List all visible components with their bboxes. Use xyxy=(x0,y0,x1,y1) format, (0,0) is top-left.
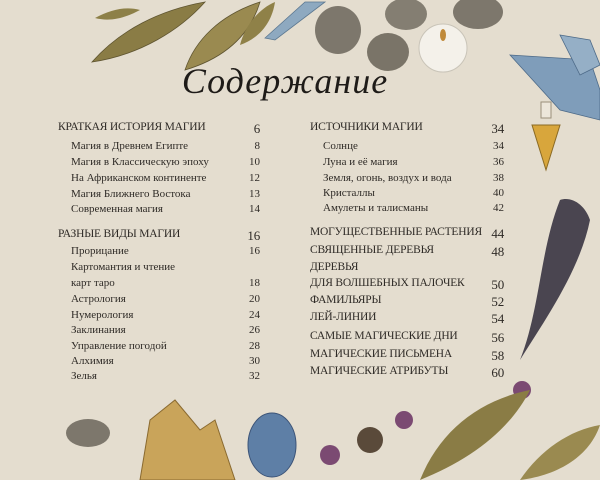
toc-entry-label: Земля, огонь, воздух и вода xyxy=(323,172,452,184)
toc-page-number: 56 xyxy=(491,330,504,345)
toc-page-number: 58 xyxy=(491,348,504,363)
toc-section-entry xyxy=(310,311,504,326)
toc-section-entry xyxy=(310,294,504,309)
stone-illustration xyxy=(315,6,361,54)
page-title: Содержание xyxy=(181,61,389,101)
toc-subentry xyxy=(71,156,260,168)
toc-page-number: 14 xyxy=(249,203,260,215)
toc-entry-label: ДЕРЕВЬЯ xyxy=(310,261,359,273)
toc-subentry xyxy=(71,203,260,215)
toc-page-number: 6 xyxy=(253,121,260,136)
toc-subentry xyxy=(71,140,260,152)
stone-illustration xyxy=(66,419,110,447)
scarab-illustration xyxy=(248,413,296,477)
toc-subentry xyxy=(71,172,260,184)
toc-page-number: 13 xyxy=(249,188,260,200)
toc-section-entry xyxy=(310,277,504,292)
toc-entry-label: Луна и её магия xyxy=(323,156,398,168)
toc-section-entry xyxy=(310,121,504,136)
toc-entry-label: Магия в Древнем Египте xyxy=(71,140,189,152)
toc-entry-label: Управление погодой xyxy=(71,340,167,352)
toc-section-entry xyxy=(310,244,504,259)
toc-subentry xyxy=(323,202,504,214)
toc-page-number: 26 xyxy=(249,324,260,336)
toc-page-number: 50 xyxy=(491,277,504,292)
toc-entry-label: Астрология xyxy=(71,293,126,305)
toc-entry-label: МОГУЩЕСТВЕННЫЕ РАСТЕНИЯ xyxy=(310,226,482,238)
toc-page-number: 32 xyxy=(249,370,260,382)
toc-page-number: 48 xyxy=(491,244,504,259)
toc-page-number: 42 xyxy=(493,202,504,214)
toc-entry-label: ФАМИЛЬЯРЫ xyxy=(310,294,382,306)
toc-page-number: 34 xyxy=(493,140,504,152)
toc-entry-label: Зелья xyxy=(71,370,97,382)
feather-illustration xyxy=(520,199,590,360)
toc-page-number: 34 xyxy=(491,121,504,136)
toc-page-number: 40 xyxy=(493,187,504,199)
toc-subentry xyxy=(71,324,260,336)
toc-subentry xyxy=(323,187,504,199)
toc-entry-label: Магия Ближнего Востока xyxy=(71,188,191,200)
toc-entry-label: На Африканском континенте xyxy=(71,172,207,184)
toc-page-number: 54 xyxy=(491,311,504,326)
toc-page-number: 44 xyxy=(491,226,504,241)
potion-vial-illustration xyxy=(532,102,560,170)
toc-entry-label: Заклинания xyxy=(71,324,126,336)
toc-page-number: 16 xyxy=(249,245,260,257)
stone-illustration xyxy=(453,0,503,29)
toc-subentry xyxy=(71,309,260,321)
crystal-cluster-illustration xyxy=(140,400,235,480)
toc-entry-label: Нумерология xyxy=(71,309,134,321)
toc-subentry xyxy=(71,245,260,257)
toc-entry-label: ИСТОЧНИКИ МАГИИ xyxy=(310,121,423,133)
toc-entry-label: ДЛЯ ВОЛШЕБНЫХ ПАЛОЧЕК xyxy=(310,277,465,289)
toc-page-number: 30 xyxy=(249,355,260,367)
toc-entry-label: Картомантия и чтение xyxy=(71,261,176,273)
toc-entry-label: МАГИЧЕСКИЕ АТРИБУТЫ xyxy=(310,365,449,377)
toc-section-entry xyxy=(310,348,504,363)
toc-page-number: 52 xyxy=(491,294,504,309)
toc-entry-label: ЛЕЙ-ЛИНИИ xyxy=(310,311,377,323)
toc-entry-label: Кристаллы xyxy=(323,187,375,199)
toc-subentry xyxy=(323,140,504,152)
toc-section-entry xyxy=(58,121,260,136)
toc-entry-label: Прорицание xyxy=(71,245,129,257)
toc-subentry xyxy=(71,370,260,382)
toc-entry-label: МАГИЧЕСКИЕ ПИСЬМЕНА xyxy=(310,348,453,360)
toc-entry-label: СВЯЩЕННЫЕ ДЕРЕВЬЯ xyxy=(310,244,434,256)
toc-page-number: 60 xyxy=(491,365,504,380)
toc-subentry xyxy=(71,261,175,273)
toc-entry-label: КРАТКАЯ ИСТОРИЯ МАГИИ xyxy=(58,121,206,133)
flowers-illustration xyxy=(320,381,600,480)
toc-subentry xyxy=(323,172,504,184)
toc-subentry xyxy=(71,355,260,367)
toc-entry-label: РАЗНЫЕ ВИДЫ МАГИИ xyxy=(58,228,181,240)
toc-page-number: 28 xyxy=(249,340,260,352)
toc-page-number: 24 xyxy=(249,309,260,321)
toc-entry-label: Амулеты и талисманы xyxy=(323,202,429,214)
toc-entry-label: Современная магия xyxy=(71,203,163,215)
toc-page-number: 38 xyxy=(493,172,504,184)
toc-page-number: 20 xyxy=(249,293,260,305)
toc-page-number: 18 xyxy=(249,277,260,289)
toc-section-entry xyxy=(310,261,358,273)
toc-page-number: 16 xyxy=(247,228,260,243)
toc-entry-label: Магия в Классическую эпоху xyxy=(71,156,209,168)
toc-subentry xyxy=(71,293,260,305)
toc-subentry xyxy=(323,156,504,168)
toc-section-entry xyxy=(310,365,504,380)
toc-section-entry xyxy=(310,226,504,241)
toc-subentry xyxy=(71,340,260,352)
toc-subentry xyxy=(71,188,260,200)
toc-page-number: 8 xyxy=(254,140,260,152)
toc-entry-label: САМЫЕ МАГИЧЕСКИЕ ДНИ xyxy=(310,330,458,342)
toc-section-entry xyxy=(310,330,504,345)
toc-page-number: 12 xyxy=(249,172,260,184)
toc-entry-label: Алхимия xyxy=(71,355,114,367)
toc-entry-label: карт таро xyxy=(71,277,115,289)
toc-subentry xyxy=(71,277,260,289)
toc-page-number: 10 xyxy=(249,156,260,168)
stone-illustration xyxy=(385,0,427,30)
toc-page-number: 36 xyxy=(493,156,504,168)
toc-entry-label: Солнце xyxy=(323,140,358,152)
toc-section-entry xyxy=(58,228,260,243)
